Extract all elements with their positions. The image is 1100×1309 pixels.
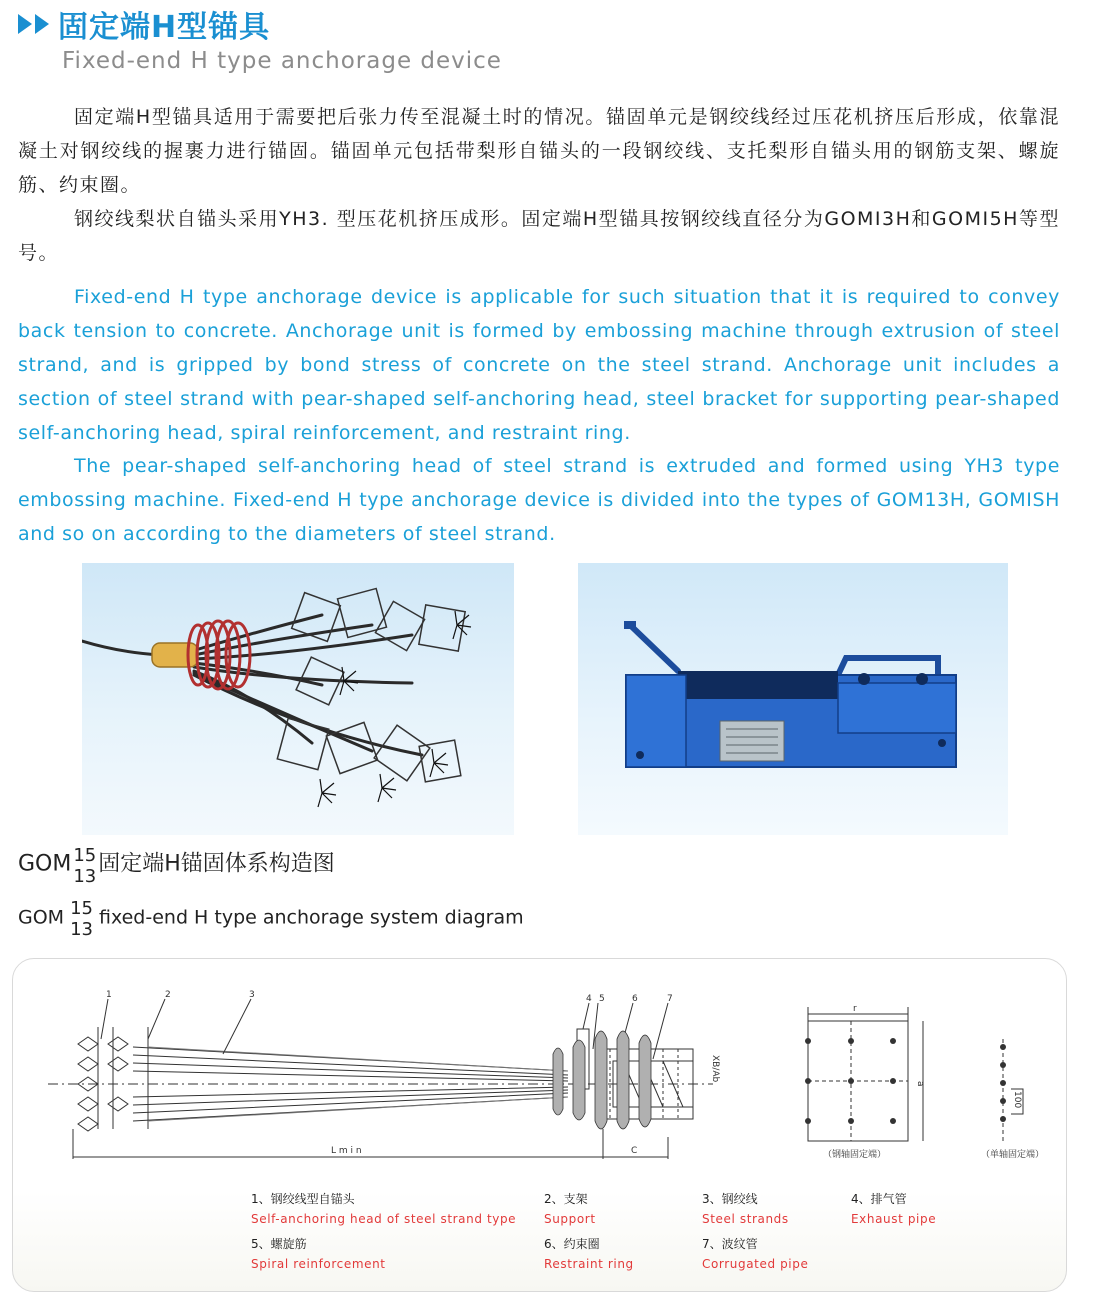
dimension-r: r: [853, 1004, 857, 1014]
dimension-lmin: L m i n: [331, 1146, 362, 1156]
dimension-a: a: [915, 1081, 925, 1087]
english-paragraph-2: The pear-shaped self-anchoring head of steel strand is extruded and formed using YH3 type embossing machine. Fixed-end H type anchorage device is divided into the types of GOM13H, GOMISH and so on according to the diameters of steel strand.: [18, 455, 1060, 545]
legend-item: 3、钢绞线 Steel strands: [702, 1192, 789, 1226]
construction-diagram-panel: [12, 958, 1067, 1292]
dimension-c: C: [631, 1146, 638, 1156]
dimension-side: XB/Ab: [710, 1055, 720, 1083]
callout-number-3: 3: [249, 990, 255, 1000]
diagram-title-cn: GOM 15 13 固定端H锚固体系构造图: [18, 845, 335, 887]
gom-model-fraction: 15 13: [73, 845, 97, 887]
callout-number-5: 5: [599, 994, 605, 1004]
caption-single-strand: （单轴固定端）: [981, 1150, 1045, 1160]
callout-number-2: 2: [165, 990, 171, 1000]
embossing-machine-photo: [578, 563, 1008, 835]
callout-number-6: 6: [632, 994, 638, 1004]
caption-multi-strand: （钢轴固定端）: [823, 1150, 887, 1160]
double-arrow-icon: [18, 10, 54, 38]
legend-item: 5、螺旋筋 Spiral reinforcement: [251, 1237, 386, 1271]
diagram-title-en: GOM 15 13 fixed-end H type anchorage system diagram: [18, 898, 524, 940]
legend-item: 6、约束圈 Restraint ring: [544, 1237, 634, 1271]
page-title: 固定端H型锚具: [58, 10, 271, 45]
chinese-paragraph-2: 钢绞线梨状自锚头采用YH3. 型压花机挤压成形。固定端H型锚具按钢绞线直径分为GOMI3H和GOMI5H等型号。: [18, 208, 1060, 264]
chinese-paragraph-1: 固定端H型锚具适用于需要把后张力传至混凝土时的情况。锚固单元是钢绞线经过压花机挤压后形成，依靠混凝土对钢绞线的握裹力进行锚固。锚固单元包括带梨形自锚头的一段钢绞线、支托梨形自锚头用的钢筋支架、螺旋筋、约束圈。: [18, 106, 1060, 196]
legend-item: 7、波纹管 Corrugated pipe: [702, 1237, 809, 1271]
english-paragraph-1: Fixed-end H type anchorage device is applicable for such situation that it is required to convey back tension to concrete. Anchorage unit is formed by embossing machine through extrusion of steel strand, and is gripped by bond stress of concrete on the steel strand. Anchorage unit includes a section of steel strand with pear-shaped self-anchoring head, steel bracket for supporting pear-shaped self-anchoring head, spiral reinforcement, and restraint ring.: [18, 286, 1060, 444]
dimension-spacing: 100: [1012, 1091, 1022, 1109]
anchorage-strands-photo: [82, 563, 514, 835]
page-subtitle: Fixed-end H type anchorage device: [62, 48, 502, 74]
callout-number-7: 7: [667, 994, 673, 1004]
gom-model-fraction: 15 13: [70, 898, 93, 940]
construction-drawing: [13, 959, 1066, 1179]
legend-item: 4、排气管 Exhaust pipe: [851, 1192, 937, 1226]
legend-item: 2、支架 Support: [544, 1192, 596, 1226]
legend-item: 1、钢绞线型自锚头 Self-anchoring head of steel strand type: [251, 1192, 517, 1226]
callout-number-4: 4: [586, 994, 592, 1004]
callout-number-1: 1: [106, 990, 112, 1000]
